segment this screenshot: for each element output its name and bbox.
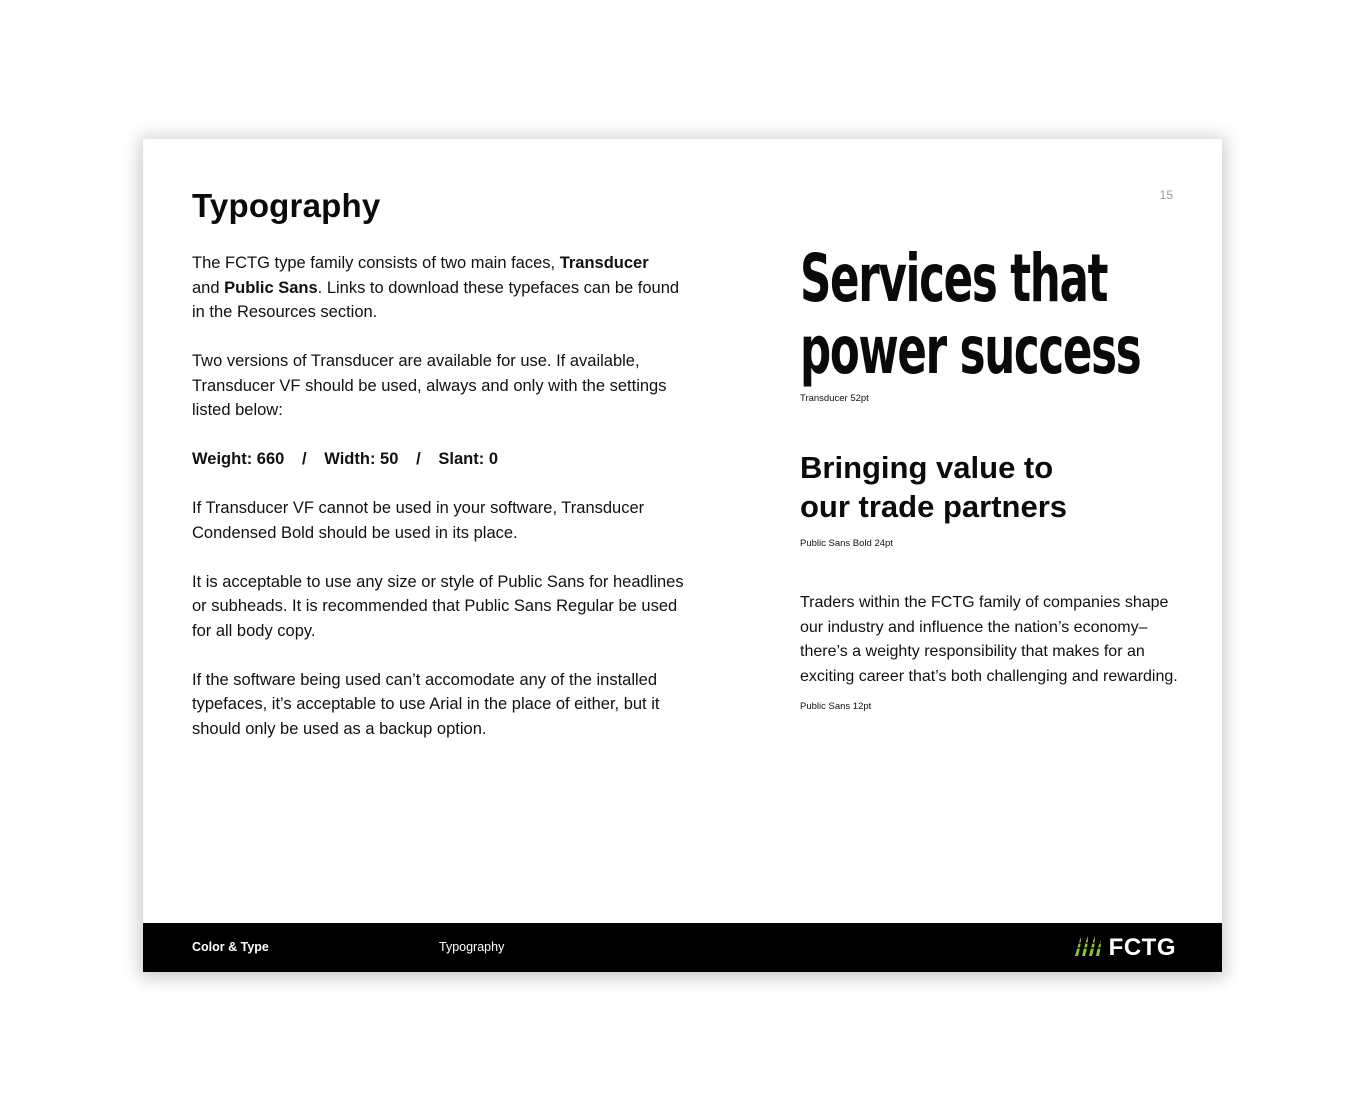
document-page bbox=[143, 139, 1222, 972]
display-caption: Transducer 52pt bbox=[800, 393, 869, 404]
logo-wordmark: FCTG bbox=[1108, 934, 1176, 961]
display-sample-line-2: power success bbox=[800, 312, 1141, 389]
intro-paragraph bbox=[192, 251, 692, 325]
versions-paragraph: Two versions of Transducer are available for use. If available, Transducer VF should be used, always and only with the settings listed below: bbox=[192, 352, 667, 419]
intro-bold-transducer: Transducer bbox=[559, 254, 649, 272]
page-title: Typography bbox=[192, 187, 381, 224]
setting-slant: Slant: 0 bbox=[438, 450, 499, 468]
intro-text-2: and bbox=[192, 278, 225, 297]
arial-backup-paragraph: If the software being used can’t accomodate any of the installed typefaces, it’s acceptable to use Arial in the place of either, but it should only be used as a backup option. bbox=[192, 670, 660, 738]
settings-separator: / bbox=[302, 450, 307, 468]
left-column bbox=[192, 187, 692, 766]
display-sample bbox=[800, 240, 1170, 389]
public-sans-paragraph: It is acceptable to use any size or style of Public Sans for headlines or subheads. It is recommended that Public Sans Regular be used for all body copy. bbox=[192, 572, 684, 640]
footer-page-label: Typography bbox=[439, 940, 505, 954]
intro-bold-public-sans: Public Sans bbox=[224, 278, 318, 297]
intro-text-3: . Links to download these typefaces can be found in the Resources section. bbox=[192, 278, 680, 321]
page-number: 15 bbox=[1159, 188, 1173, 202]
intro-text-1: The FCTG type family consists of two main faces, bbox=[192, 254, 560, 272]
fctg-logo bbox=[1073, 935, 1176, 961]
subhead-sample bbox=[800, 448, 1180, 526]
footer-bar bbox=[143, 923, 1222, 972]
settings-separator: / bbox=[416, 450, 421, 468]
wheat-stalks-icon bbox=[1073, 934, 1103, 963]
subhead-sample-line-1: Bringing value to bbox=[800, 450, 1054, 485]
transducer-settings bbox=[192, 447, 692, 472]
subhead-sample-line-2: our trade partners bbox=[800, 489, 1068, 524]
body-caption: Public Sans 12pt bbox=[800, 701, 872, 712]
footer-section-label: Color & Type bbox=[192, 940, 269, 954]
fallback-paragraph: If Transducer VF cannot be used in your software, Transducer Condensed Bold should be used in its place. bbox=[192, 499, 645, 542]
display-sample-line-1: Services that bbox=[800, 240, 1108, 317]
subhead-caption: Public Sans Bold 24pt bbox=[800, 538, 893, 549]
body-sample: Traders within the FCTG family of companies shape our industry and influence the nation’s economy–there’s a weighty responsibility that makes for an exciting career that’s both challenging and rewarding. bbox=[800, 594, 1178, 685]
setting-weight: Weight: 660 bbox=[192, 450, 285, 468]
setting-width: Width: 50 bbox=[324, 450, 399, 468]
right-column bbox=[800, 240, 1180, 712]
